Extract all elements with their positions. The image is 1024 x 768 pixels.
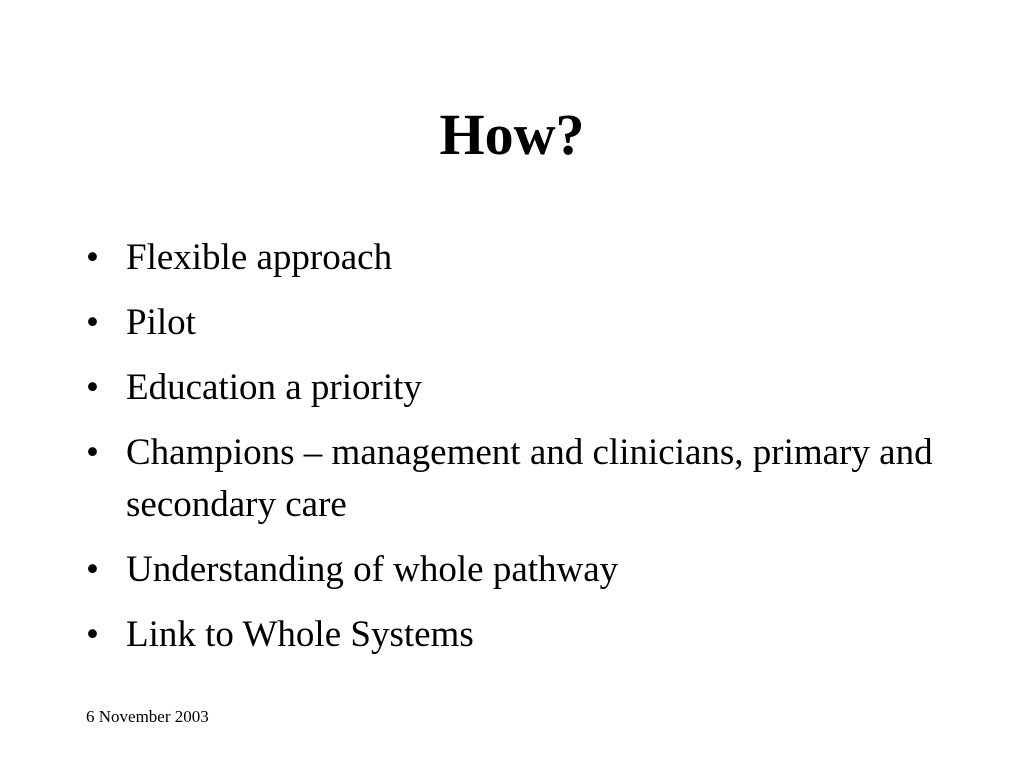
bullet-marker: • bbox=[86, 432, 99, 473]
bullet-item bbox=[86, 544, 946, 596]
bullet-marker: • bbox=[86, 302, 99, 343]
bullet-text: Pilot bbox=[126, 302, 196, 343]
bullet-text: Education a priority bbox=[126, 367, 422, 408]
bullet-text: Champions – management and clinicians, primary and secondary care bbox=[126, 432, 933, 525]
bullet-list bbox=[86, 232, 946, 674]
bullet-item bbox=[86, 609, 946, 661]
bullet-item bbox=[86, 232, 946, 284]
slide-title: How? bbox=[439, 102, 585, 167]
footer-date: 6 November 2003 bbox=[86, 707, 209, 726]
bullet-item bbox=[86, 297, 946, 349]
bullet-text: Understanding of whole pathway bbox=[126, 549, 619, 590]
bullet-marker: • bbox=[86, 367, 99, 408]
bullet-item bbox=[86, 427, 946, 531]
bullet-marker: • bbox=[86, 614, 99, 655]
bullet-item bbox=[86, 362, 946, 414]
bullet-marker: • bbox=[86, 237, 99, 278]
bullet-text: Flexible approach bbox=[126, 237, 393, 278]
bullet-text: Link to Whole Systems bbox=[126, 614, 474, 655]
bullet-marker: • bbox=[86, 549, 99, 590]
